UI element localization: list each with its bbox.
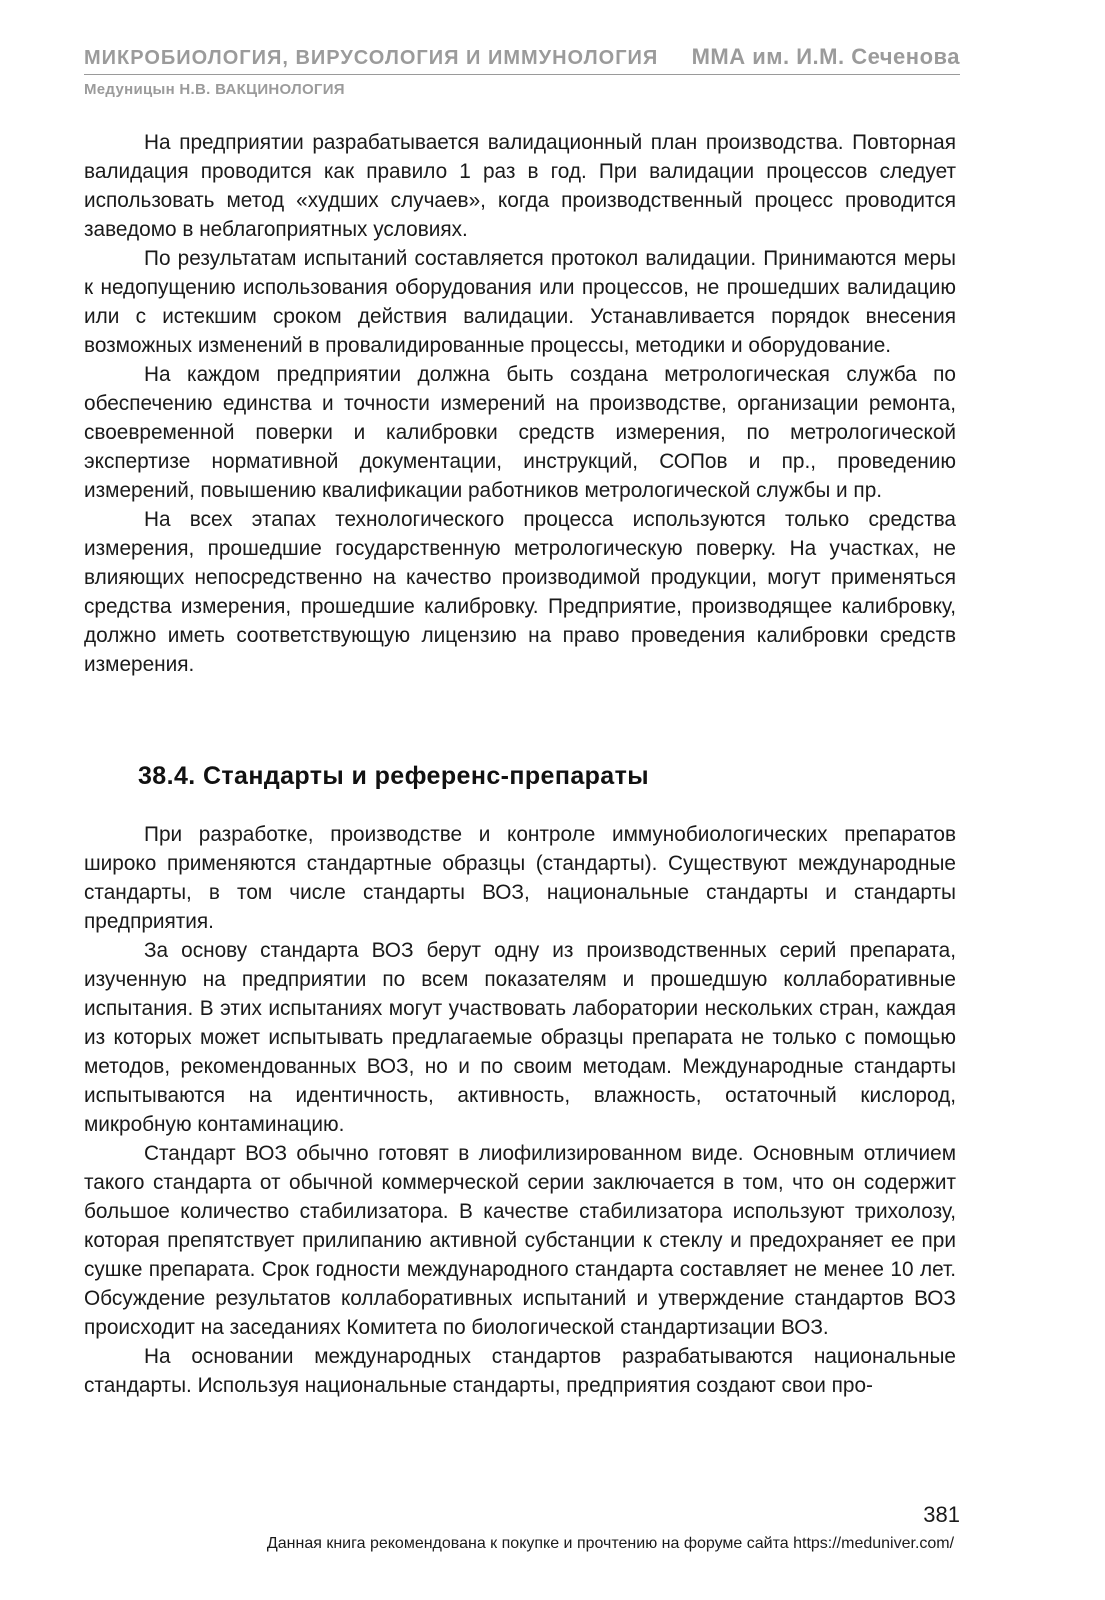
header-row: [84, 44, 960, 75]
footer-note: Данная книга рекомендована к покупке и прочтению на форуме сайта https://meduniver.com/: [266, 1535, 955, 1552]
paragraph: Стандарт ВОЗ обычно готовят в лиофилизированном виде. Основным отличием такого стандарта от обычной коммерческой серии заключается в том, что он содержит большое количество стабилизатора. В качестве стабилизатора используют трихолозу, которая препятствует прилипанию активной субстанции к стеклу и предохраняет ее при сушке препарата. Срок годности международного стандарта составляет не менее 10 лет. Обсуждение результатов коллаборативных испытаний и утверждение стандартов ВОЗ происходит на заседаниях Комитета по биологической стандартизации ВОЗ.: [84, 1142, 956, 1339]
text-block-validation: [84, 128, 956, 679]
paragraph: На каждом предприятии должна быть создана метрологическая служба по обеспечению единства и точности измерений на производстве, организации ремонта, своевременной поверки и калибровки средств измерения, по метрологической экспертизе нормативной документации, инструкций, СОПов и пр., проведению измерений, повышению квалификации работников метрологической службы и пр.: [84, 363, 956, 502]
paragraph: При разработке, производстве и контроле иммунобиологических препаратов широко применяются стандартные образцы (стандарты). Существуют международные стандарты, в том числе стандарты ВОЗ, национальные стандарты и стандарты предприятия.: [84, 823, 956, 933]
paragraph: За основу стандарта ВОЗ берут одну из производственных серий препарата, изученную на предприятии по всем показателям и прошедшую коллаборативные испытания. В этих испытаниях могут участвовать лаборатории нескольких стран, каждая из которых может испытывать предлагаемые образцы препарата не только с помощью методов, рекомендованных ВОЗ, но и по своим методам. Международные стандарты испытываются на идентичность, активность, влажность, остаточный кислород, микробную контаминацию.: [84, 939, 956, 1136]
paragraph: По результатам испытаний составляется протокол валидации. Принимаются меры к недопущению использования оборудования или процессов, не прошедших валидацию или с истекшим сроком действия валидации. Устанавливается порядок внесения возможных изменений в провалидированные процессы, методики и оборудование.: [84, 247, 956, 357]
running-header: [84, 44, 960, 98]
paragraph: На всех этапах технологического процесса используются только средства измерения, прошедшие государственную метрологическую поверку. На участках, не влияющих непосредственно на качество производимой продукции, могут применяться средства измерения, прошедшие калибровку. Предприятие, производящее калибровку, должно иметь соответствующую лицензию на право проведения калибровки средств измерения.: [84, 508, 956, 676]
paragraph: На предприятии разрабатывается валидационный план производства. Повторная валидация проводится как правило 1 раз в год. При валидации процессов следует использовать метод «худших случаев», когда производственный процесс проводится заведомо в неблагоприятных условиях.: [84, 131, 956, 241]
header-publisher: ММА им. И.М. Сеченова: [691, 44, 960, 69]
paragraph: На основании международных стандартов разрабатываются национальные стандарты. Используя национальные стандарты, предприятия создают свои про-: [84, 1345, 956, 1397]
page-number: 381: [923, 1502, 960, 1527]
header-author-title: Медуницын Н.В. ВАКЦИНОЛОГИЯ: [84, 81, 345, 98]
text-block-standards: [84, 820, 956, 1400]
header-series-title: МИКРОБИОЛОГИЯ, ВИРУСОЛОГИЯ И ИММУНОЛОГИЯ: [84, 47, 659, 69]
section-heading: 38.4. Стандарты и референс-препараты: [138, 762, 649, 790]
